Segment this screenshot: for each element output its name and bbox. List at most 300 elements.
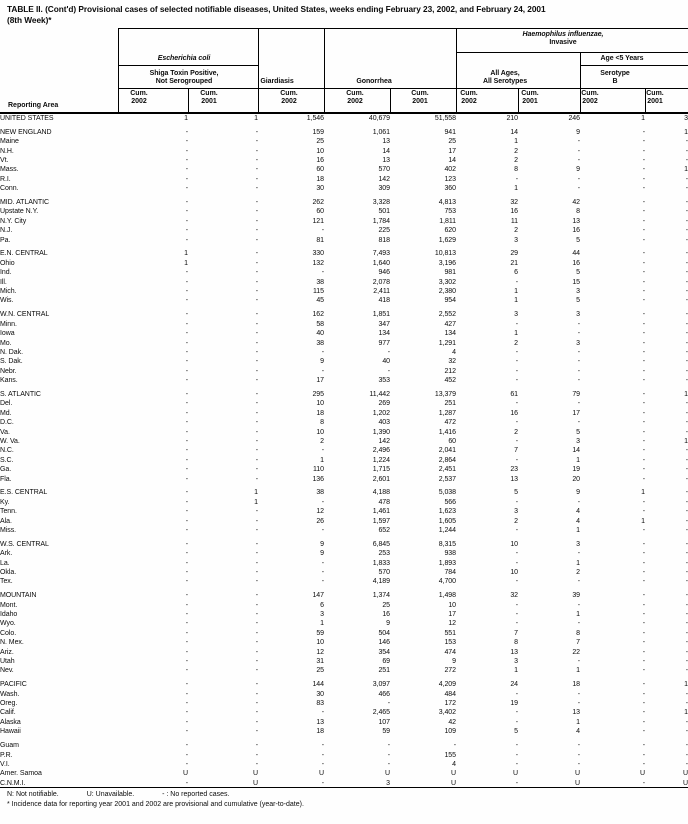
reporting-area-cell: Ala. bbox=[0, 517, 12, 525]
value-cell: - bbox=[255, 760, 258, 768]
value-cell: 5 bbox=[576, 428, 580, 436]
reporting-area-cell: Amer. Samoa bbox=[0, 770, 42, 778]
value-cell: - bbox=[642, 358, 645, 366]
value-cell: - bbox=[642, 658, 645, 666]
value-cell: - bbox=[185, 475, 188, 483]
reporting-area-header: Reporting Area bbox=[8, 102, 59, 109]
value-cell: - bbox=[642, 199, 645, 207]
hinf-invasive-label: Invasive bbox=[549, 39, 577, 46]
value-cell: - bbox=[685, 517, 688, 525]
value-cell: - bbox=[642, 629, 645, 637]
value-cell: - bbox=[642, 367, 645, 375]
table-row bbox=[0, 437, 688, 446]
value-cell: 13,379 bbox=[434, 390, 456, 398]
value-cell: 2,601 bbox=[372, 475, 390, 483]
footnote-no-reported-cases: - : No reported cases. bbox=[162, 791, 230, 798]
value-cell: - bbox=[321, 498, 324, 506]
value-cell: - bbox=[642, 297, 645, 305]
value-cell: 25 bbox=[382, 601, 390, 609]
value-cell: 3 bbox=[576, 437, 580, 445]
reporting-area-cell: C.N.M.I. bbox=[0, 779, 26, 787]
value-cell: 4 bbox=[452, 760, 456, 768]
value-cell: - bbox=[185, 742, 188, 750]
value-cell: - bbox=[642, 466, 645, 474]
reporting-area-cell: PACIFIC bbox=[0, 681, 27, 689]
value-cell: - bbox=[642, 339, 645, 347]
table-row bbox=[0, 475, 688, 484]
value-cell: 17 bbox=[572, 409, 580, 417]
value-cell: - bbox=[685, 620, 688, 628]
value-cell: 3,196 bbox=[438, 259, 456, 267]
value-cell: 45 bbox=[316, 297, 324, 305]
value-cell: - bbox=[642, 236, 645, 244]
value-cell: 60 bbox=[448, 437, 456, 445]
value-cell: 484 bbox=[444, 690, 456, 698]
reporting-area-cell: W. Va. bbox=[0, 437, 20, 445]
value-cell: - bbox=[185, 236, 188, 244]
value-cell: - bbox=[685, 569, 688, 577]
value-cell: - bbox=[321, 447, 324, 455]
value-cell: 42 bbox=[572, 199, 580, 207]
value-cell: 2,496 bbox=[372, 447, 390, 455]
value-cell: - bbox=[185, 550, 188, 558]
value-cell: - bbox=[185, 419, 188, 427]
value-cell: 19 bbox=[510, 700, 518, 708]
table-row bbox=[0, 760, 688, 769]
value-cell: - bbox=[255, 138, 258, 146]
value-cell: - bbox=[685, 138, 688, 146]
value-cell: 6,845 bbox=[372, 540, 390, 548]
value-cell: 330 bbox=[312, 250, 324, 258]
value-cell: 570 bbox=[378, 166, 390, 174]
value-cell: 17 bbox=[448, 147, 456, 155]
value-cell: - bbox=[185, 569, 188, 577]
value-cell: 1 bbox=[576, 718, 580, 726]
table-row bbox=[0, 357, 688, 366]
value-cell: - bbox=[387, 760, 390, 768]
reporting-area-cell: E.N. CENTRAL bbox=[0, 250, 48, 258]
value-cell: 146 bbox=[378, 639, 390, 647]
value-cell: - bbox=[255, 147, 258, 155]
value-cell: - bbox=[185, 508, 188, 516]
table-row bbox=[0, 699, 688, 708]
value-cell: - bbox=[577, 377, 580, 385]
value-cell: - bbox=[255, 157, 258, 165]
value-cell: - bbox=[255, 437, 258, 445]
value-cell: - bbox=[185, 578, 188, 586]
value-cell: - bbox=[642, 311, 645, 319]
value-cell: - bbox=[577, 400, 580, 408]
all-ages-header bbox=[450, 70, 560, 86]
value-cell: 3 bbox=[514, 311, 518, 319]
value-cell: 25 bbox=[316, 138, 324, 146]
value-cell: 18 bbox=[316, 409, 324, 417]
value-cell: 1,893 bbox=[438, 559, 456, 567]
reporting-area-cell: Ind. bbox=[0, 269, 12, 277]
value-cell: - bbox=[515, 377, 518, 385]
value-cell: 1,291 bbox=[438, 339, 456, 347]
value-cell: 25 bbox=[448, 138, 456, 146]
reporting-area-cell: Va. bbox=[0, 428, 10, 436]
value-cell: - bbox=[515, 358, 518, 366]
value-cell: 1,374 bbox=[372, 592, 390, 600]
value-cell: 4 bbox=[576, 728, 580, 736]
reporting-area-cell: Idaho bbox=[0, 611, 18, 619]
value-cell: - bbox=[255, 367, 258, 375]
value-cell: 5 bbox=[576, 236, 580, 244]
table-row bbox=[0, 629, 688, 638]
value-cell: - bbox=[685, 447, 688, 455]
value-cell: - bbox=[577, 348, 580, 356]
value-cell: - bbox=[387, 367, 390, 375]
reporting-area-cell: W.N. CENTRAL bbox=[0, 311, 50, 319]
value-cell: - bbox=[642, 550, 645, 558]
value-cell: - bbox=[255, 250, 258, 258]
reporting-area-cell: N.H. bbox=[0, 147, 14, 155]
table-row bbox=[0, 666, 688, 675]
value-cell: - bbox=[515, 742, 518, 750]
value-cell: 16 bbox=[316, 157, 324, 165]
value-cell: - bbox=[255, 569, 258, 577]
value-cell: - bbox=[642, 751, 645, 759]
value-cell: 3 bbox=[320, 611, 324, 619]
value-cell: 1,244 bbox=[438, 527, 456, 534]
value-cell: - bbox=[642, 592, 645, 600]
table-row bbox=[0, 175, 688, 184]
value-cell: - bbox=[685, 466, 688, 474]
value-cell: - bbox=[685, 498, 688, 506]
value-cell: 1 bbox=[684, 390, 688, 398]
value-cell: 10 bbox=[510, 569, 518, 577]
value-cell: 13 bbox=[510, 475, 518, 483]
value-cell: - bbox=[255, 700, 258, 708]
value-cell: 7 bbox=[576, 639, 580, 647]
table-row bbox=[0, 517, 688, 526]
shiga-line2: Not Serogrouped bbox=[155, 78, 213, 85]
value-cell: U bbox=[574, 770, 580, 778]
value-cell: - bbox=[185, 498, 188, 506]
footnote-unavailable: U: Unavailable. bbox=[86, 791, 135, 798]
table-row bbox=[0, 657, 688, 666]
value-cell: - bbox=[685, 456, 688, 464]
value-cell: 51,558 bbox=[434, 115, 456, 122]
value-cell: 16 bbox=[382, 611, 390, 619]
value-cell: - bbox=[255, 475, 258, 483]
value-cell: 347 bbox=[378, 320, 390, 328]
value-cell: 12 bbox=[448, 620, 456, 628]
value-cell: - bbox=[577, 367, 580, 375]
value-cell: - bbox=[515, 779, 518, 787]
table-bottom-rule bbox=[0, 787, 688, 788]
value-cell: - bbox=[185, 377, 188, 385]
all-ages-line2: All Serotypes bbox=[482, 78, 528, 85]
age-under-5-header: Age <5 Years bbox=[600, 55, 644, 62]
value-cell: - bbox=[685, 592, 688, 600]
value-cell: - bbox=[387, 348, 390, 356]
value-cell: 472 bbox=[444, 419, 456, 427]
value-cell: 159 bbox=[312, 128, 324, 136]
value-cell: 26 bbox=[316, 517, 324, 525]
table-row bbox=[0, 465, 688, 474]
value-cell: - bbox=[642, 648, 645, 656]
value-cell: - bbox=[255, 540, 258, 548]
table-row bbox=[0, 226, 688, 235]
table-row bbox=[0, 249, 688, 258]
reporting-area-cell: Ga. bbox=[0, 466, 12, 474]
value-cell: 478 bbox=[378, 498, 390, 506]
reporting-area-cell: Vt. bbox=[0, 157, 9, 165]
value-cell: 2 bbox=[514, 428, 518, 436]
value-cell: 2 bbox=[514, 339, 518, 347]
table-title bbox=[7, 4, 685, 26]
value-cell: - bbox=[321, 348, 324, 356]
value-cell: - bbox=[685, 540, 688, 548]
value-cell: 12 bbox=[316, 648, 324, 656]
value-cell: 403 bbox=[378, 419, 390, 427]
value-cell: - bbox=[255, 297, 258, 305]
value-cell: 1,498 bbox=[438, 592, 456, 600]
value-cell: - bbox=[642, 320, 645, 328]
value-cell: 1,224 bbox=[372, 456, 390, 464]
value-cell: - bbox=[255, 166, 258, 174]
value-cell: - bbox=[685, 311, 688, 319]
value-cell: 3,097 bbox=[372, 681, 390, 689]
value-cell: - bbox=[685, 690, 688, 698]
table-row bbox=[0, 540, 688, 549]
value-cell: 134 bbox=[378, 330, 390, 338]
value-cell: U bbox=[252, 779, 258, 787]
value-cell: 1,629 bbox=[438, 236, 456, 244]
value-cell: - bbox=[577, 147, 580, 155]
value-cell: 123 bbox=[444, 175, 456, 183]
reporting-area-cell: Nebr. bbox=[0, 367, 17, 375]
value-cell: - bbox=[255, 409, 258, 417]
table-row bbox=[0, 708, 688, 717]
reporting-area-cell: Tenn. bbox=[0, 508, 17, 516]
value-cell: - bbox=[642, 475, 645, 483]
reporting-area-cell: Ariz. bbox=[0, 648, 14, 656]
value-cell: 8 bbox=[576, 208, 580, 216]
value-cell: - bbox=[685, 559, 688, 567]
reporting-area-cell: N.Y. City bbox=[0, 217, 27, 225]
table-row bbox=[0, 278, 688, 287]
value-cell: - bbox=[515, 550, 518, 558]
value-cell: 3 bbox=[576, 339, 580, 347]
value-cell: 17 bbox=[316, 377, 324, 385]
value-cell: 262 bbox=[312, 199, 324, 207]
value-cell: - bbox=[185, 527, 188, 534]
value-cell: - bbox=[387, 751, 390, 759]
value-cell: U bbox=[182, 770, 188, 778]
value-cell: - bbox=[255, 339, 258, 347]
value-cell: - bbox=[577, 690, 580, 698]
value-cell: 3 bbox=[684, 115, 688, 122]
value-cell: - bbox=[255, 419, 258, 427]
value-cell: 4 bbox=[576, 508, 580, 516]
value-cell: 134 bbox=[444, 330, 456, 338]
value-cell: 10 bbox=[510, 540, 518, 548]
value-cell: - bbox=[685, 601, 688, 609]
value-cell: 83 bbox=[316, 700, 324, 708]
value-cell: - bbox=[685, 751, 688, 759]
reporting-area-cell: N.J. bbox=[0, 227, 13, 235]
value-cell: 5 bbox=[514, 489, 518, 497]
value-cell: - bbox=[255, 217, 258, 225]
value-cell: 39 bbox=[572, 592, 580, 600]
reporting-area-cell: R.I. bbox=[0, 175, 11, 183]
reporting-area-cell: Minn. bbox=[0, 320, 17, 328]
value-cell: - bbox=[685, 527, 688, 534]
value-cell: - bbox=[185, 728, 188, 736]
reporting-area-cell: Mass. bbox=[0, 166, 19, 174]
value-cell: - bbox=[642, 157, 645, 165]
table-row bbox=[0, 610, 688, 619]
value-cell: - bbox=[515, 419, 518, 427]
value-cell: - bbox=[642, 437, 645, 445]
value-cell: 1 bbox=[254, 115, 258, 122]
serotype-line2: B bbox=[612, 78, 618, 85]
table-row bbox=[0, 418, 688, 427]
value-cell: - bbox=[685, 288, 688, 296]
value-cell: - bbox=[185, 339, 188, 347]
value-cell: 10 bbox=[448, 601, 456, 609]
value-cell: - bbox=[642, 601, 645, 609]
table-row bbox=[0, 165, 688, 174]
value-cell: - bbox=[321, 751, 324, 759]
value-cell: - bbox=[255, 269, 258, 277]
value-cell: - bbox=[577, 157, 580, 165]
value-cell: - bbox=[642, 288, 645, 296]
value-cell: - bbox=[185, 751, 188, 759]
value-cell: 21 bbox=[510, 259, 518, 267]
value-cell: 818 bbox=[378, 236, 390, 244]
table-row bbox=[0, 568, 688, 577]
value-cell: 13 bbox=[382, 157, 390, 165]
value-cell: - bbox=[577, 620, 580, 628]
table-row bbox=[0, 367, 688, 376]
value-cell: - bbox=[255, 667, 258, 675]
value-cell: 1,784 bbox=[372, 217, 390, 225]
value-cell: 418 bbox=[378, 297, 390, 305]
value-cell: - bbox=[255, 400, 258, 408]
value-cell: 1,061 bbox=[372, 128, 390, 136]
value-cell: 1 bbox=[514, 330, 518, 338]
value-cell: - bbox=[577, 760, 580, 768]
table-row bbox=[0, 128, 688, 137]
value-cell: - bbox=[185, 620, 188, 628]
value-cell: - bbox=[642, 742, 645, 750]
value-cell: 269 bbox=[378, 400, 390, 408]
value-cell: - bbox=[255, 578, 258, 586]
value-cell: - bbox=[577, 742, 580, 750]
value-cell: 23 bbox=[510, 466, 518, 474]
cum-year-label: Cum. 2002 bbox=[581, 90, 599, 105]
value-cell: - bbox=[685, 658, 688, 666]
value-cell: - bbox=[321, 760, 324, 768]
value-cell: - bbox=[685, 367, 688, 375]
value-cell: - bbox=[577, 658, 580, 666]
value-cell: - bbox=[255, 681, 258, 689]
value-cell: - bbox=[185, 208, 188, 216]
value-cell: 9 bbox=[576, 166, 580, 174]
value-cell: - bbox=[642, 681, 645, 689]
value-cell: - bbox=[185, 348, 188, 356]
value-cell: 753 bbox=[444, 208, 456, 216]
value-cell: - bbox=[255, 330, 258, 338]
value-cell: 1,461 bbox=[372, 508, 390, 516]
value-cell: - bbox=[185, 437, 188, 445]
table-row bbox=[0, 156, 688, 165]
reporting-area-cell: UNITED STATES bbox=[0, 115, 54, 122]
table-row bbox=[0, 320, 688, 329]
value-cell: 1 bbox=[684, 709, 688, 717]
value-cell: - bbox=[685, 409, 688, 417]
value-cell: 1,811 bbox=[439, 217, 456, 225]
value-cell: - bbox=[185, 700, 188, 708]
value-cell: U bbox=[639, 770, 645, 778]
value-cell: 142 bbox=[378, 175, 390, 183]
value-cell: - bbox=[255, 128, 258, 136]
value-cell: 18 bbox=[316, 728, 324, 736]
value-cell: - bbox=[255, 718, 258, 726]
value-cell: 2 bbox=[514, 227, 518, 235]
value-cell: - bbox=[577, 419, 580, 427]
reporting-area-cell: Tex. bbox=[0, 578, 13, 586]
table-row bbox=[0, 339, 688, 348]
value-cell: - bbox=[185, 611, 188, 619]
value-cell: 5 bbox=[514, 728, 518, 736]
cum-year-label: Cum. 2001 bbox=[200, 90, 218, 105]
value-cell: - bbox=[255, 227, 258, 235]
value-cell: - bbox=[577, 700, 580, 708]
value-cell: 784 bbox=[444, 569, 456, 577]
value-cell: 1,605 bbox=[438, 517, 456, 525]
value-cell: 121 bbox=[312, 217, 324, 225]
value-cell: - bbox=[685, 348, 688, 356]
value-cell: - bbox=[255, 288, 258, 296]
serotype-line1: Serotype bbox=[600, 70, 630, 77]
value-cell: 1,416 bbox=[438, 428, 456, 436]
value-cell: 3 bbox=[386, 779, 390, 787]
value-cell: - bbox=[685, 508, 688, 516]
table-row bbox=[0, 751, 688, 760]
table-row bbox=[0, 577, 688, 586]
value-cell: 8,315 bbox=[438, 540, 456, 548]
value-cell: 42 bbox=[448, 718, 456, 726]
table-row bbox=[0, 198, 688, 207]
reporting-area-cell: Maine bbox=[0, 138, 19, 146]
value-cell: 2 bbox=[576, 569, 580, 577]
value-cell: 5 bbox=[576, 269, 580, 277]
value-cell: 1 bbox=[254, 498, 258, 506]
value-cell: - bbox=[185, 718, 188, 726]
value-cell: - bbox=[185, 409, 188, 417]
value-cell: 1 bbox=[184, 115, 188, 122]
value-cell: - bbox=[255, 236, 258, 244]
value-cell: 1,202 bbox=[372, 409, 390, 417]
value-cell: - bbox=[453, 742, 456, 750]
value-cell: 58 bbox=[316, 320, 324, 328]
table-row bbox=[0, 390, 688, 399]
value-cell: 13 bbox=[572, 217, 580, 225]
table-row bbox=[0, 259, 688, 268]
value-cell: - bbox=[577, 550, 580, 558]
reporting-area-cell: W.S. CENTRAL bbox=[0, 540, 49, 548]
value-cell: - bbox=[642, 779, 645, 787]
value-cell: - bbox=[685, 227, 688, 235]
value-cell: - bbox=[685, 320, 688, 328]
value-cell: - bbox=[685, 578, 688, 586]
